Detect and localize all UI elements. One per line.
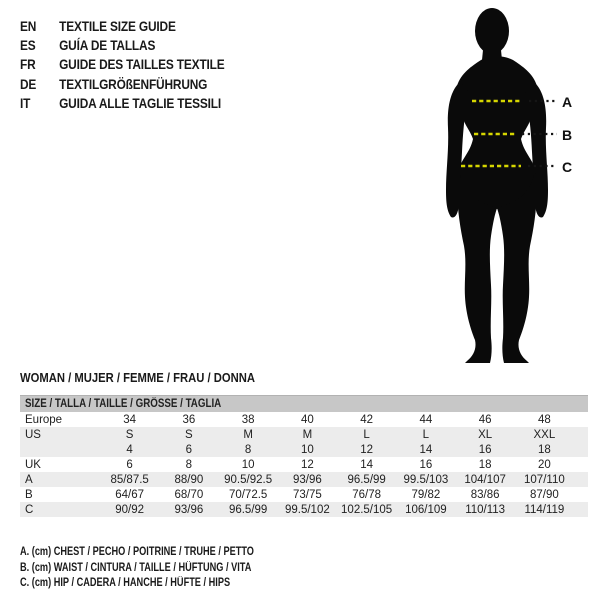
size-cell: 88/90 (174, 473, 204, 486)
size-cell: 96.5/99 (347, 473, 386, 486)
size-cell: 104/107 (464, 473, 506, 486)
size-cell: 12 (360, 443, 374, 456)
language-row (20, 74, 225, 93)
size-cell: 93/96 (174, 503, 204, 516)
row-label: B (25, 488, 33, 501)
size-table-header (20, 395, 588, 412)
row-label: Europe (25, 413, 63, 426)
language-label: TEXTILGRÖßENFÜHRUNG (59, 75, 208, 92)
table-row (20, 442, 588, 457)
section-title: WOMAN / MUJER / FEMME / FRAU / DONNA (20, 371, 255, 385)
table-row (20, 472, 588, 487)
size-cell: 16 (478, 443, 492, 456)
language-code: FR (20, 56, 36, 73)
size-cell: 93/96 (292, 473, 322, 486)
size-cell: 83/86 (470, 488, 500, 501)
size-cell: 90.5/92.5 (224, 473, 273, 486)
size-cell: 18 (537, 443, 551, 456)
size-cell: 16 (419, 458, 433, 471)
size-cell: 10 (300, 443, 314, 456)
size-cell: 12 (300, 458, 314, 471)
size-cell: 6 (185, 443, 193, 456)
size-cell: 99.5/103 (403, 473, 449, 486)
size-cell: 64/67 (115, 488, 145, 501)
row-label: US (25, 428, 41, 441)
language-list (20, 16, 261, 113)
language-code: IT (20, 95, 31, 112)
size-cell: 107/110 (524, 473, 565, 486)
size-cell: 8 (185, 458, 193, 471)
size-cell: 102.5/105 (341, 503, 393, 516)
measure-legend (20, 545, 312, 592)
size-table-body (20, 412, 588, 517)
language-label: GUÍA DE TALLAS (59, 37, 156, 54)
size-cell: 44 (419, 413, 433, 426)
table-row (20, 427, 588, 442)
size-cell: 20 (537, 458, 551, 471)
size-cell: XL (478, 428, 493, 441)
row-label: A (25, 473, 33, 486)
size-cell: 8 (244, 443, 252, 456)
size-cell: 10 (241, 458, 255, 471)
size-cell: 4 (126, 443, 133, 456)
size-cell: XXL (533, 428, 556, 441)
silhouette (446, 8, 548, 363)
size-table-header-label: SIZE / TALLA / TAILLE / GRÖSSE / TAGLIA (25, 398, 222, 410)
language-label: GUIDA ALLE TAGLIE TESSILI (59, 95, 222, 112)
table-row (20, 502, 588, 517)
size-cell: M (243, 428, 253, 441)
size-cell: 36 (182, 413, 196, 426)
language-row (20, 94, 225, 113)
language-code: DE (20, 75, 37, 92)
size-cell: L (422, 428, 430, 441)
language-row (20, 35, 225, 54)
size-cell: 114/119 (524, 503, 565, 516)
language-label: TEXTILE SIZE GUIDE (59, 17, 176, 34)
size-cell: 40 (300, 413, 314, 426)
legend-line: B. (cm) WAIST / CINTURA / TAILLE / HÜFTUNG / VITA (20, 561, 252, 574)
table-row (20, 487, 588, 502)
size-cell: 42 (360, 413, 374, 426)
size-cell: 6 (126, 458, 133, 471)
marker-label-c: C (562, 159, 573, 175)
size-cell: 68/70 (174, 488, 204, 501)
size-cell: 96.5/99 (228, 503, 268, 516)
size-cell: 70/72.5 (228, 488, 268, 501)
size-cell: S (185, 428, 193, 441)
size-cell: 14 (419, 443, 433, 456)
table-row (20, 412, 588, 427)
marker-label-b: B (562, 127, 573, 143)
language-label: GUIDE DES TAILLES TEXTILE (59, 56, 225, 73)
size-cell: 79/82 (411, 488, 441, 501)
size-cell: 90/92 (115, 503, 145, 516)
row-label: C (25, 503, 34, 516)
size-cell: 18 (478, 458, 492, 471)
size-cell: 14 (360, 458, 374, 471)
marker-label-a: A (562, 94, 573, 110)
size-cell: 38 (241, 413, 255, 426)
language-row (20, 16, 225, 35)
table-row (20, 457, 588, 472)
size-cell: S (125, 428, 134, 441)
size-cell: 87/90 (529, 488, 559, 501)
size-cell: 110/113 (465, 503, 506, 516)
size-cell: M (302, 428, 313, 441)
size-cell: 34 (123, 413, 137, 426)
woman-silhouette-figure (420, 0, 600, 372)
size-table (20, 395, 588, 517)
size-cell: 76/78 (352, 488, 382, 501)
size-cell: 99.5/102 (284, 503, 330, 516)
language-code: EN (20, 17, 37, 34)
size-cell: L (363, 428, 370, 441)
size-cell: 48 (537, 413, 551, 426)
size-cell: 73/75 (292, 488, 322, 501)
size-cell: 106/109 (405, 503, 447, 516)
legend-line: C. (cm) HIP / CADERA / HANCHE / HÜFTE / HIPS (20, 577, 231, 590)
language-row (20, 55, 225, 74)
legend-line: A. (cm) CHEST / PECHO / POITRINE / TRUHE / PETTO (20, 546, 254, 558)
size-cell: 46 (478, 413, 492, 426)
size-cell: 85/87.5 (110, 473, 149, 486)
silhouette-torso (456, 56, 539, 209)
row-label: UK (25, 458, 41, 471)
language-code: ES (20, 37, 36, 54)
